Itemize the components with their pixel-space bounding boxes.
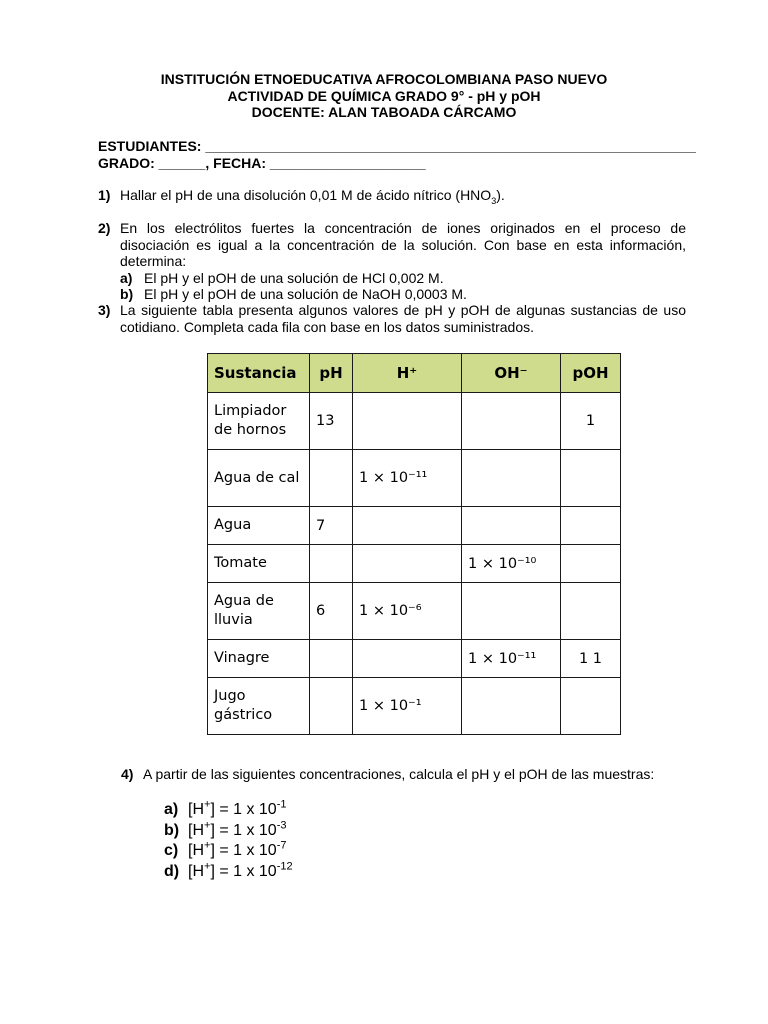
subquestion-text: El pH y el pOH de una solución de NaOH 0,0003 M. [144,286,467,302]
table-row [208,678,621,735]
question-text: En los electrólitos fuertes la concentración de iones originados en el proceso de disociación es igual a la concentración de la solución. Con base en esta información, determina: [120,220,686,269]
list-item [164,821,293,842]
oh-cell: 1 × 10⁻¹⁰ [462,545,561,583]
subquestion-a [120,269,686,287]
oh-cell [462,507,561,545]
item-label: b) [164,821,180,839]
ph-table [207,353,621,735]
column-header-ph: pH [310,354,353,393]
h-cell [353,507,462,545]
teacher-name: DOCENTE: ALAN TABOADA CÁRCAMO [251,104,517,120]
activity-title: ACTIVIDAD DE QUÍMICA GRADO 9° - pH y pOH [227,87,541,104]
poh-cell [561,507,621,545]
question-text-part: Hallar el pH de una disolución 0,01 M de ácido nítrico (HNO [120,187,492,203]
h-cell [353,640,462,678]
question-1 [98,187,686,204]
ph-cell: 13 [310,393,353,450]
oh-cell [462,393,561,450]
question-number: 3) [98,302,111,318]
substance-cell: Tomate [208,545,310,583]
column-header-oh: OH⁻ [462,354,561,393]
list-item [164,800,293,821]
substance-cell: Vinagre [208,640,310,678]
table-row [208,450,621,507]
poh-cell: 1 [561,393,621,450]
grade-date-field: GRADO: ______, FECHA: ____________________ [98,155,426,171]
poh-cell [561,545,621,583]
exponent: -1 [276,798,287,811]
document-header [0,71,768,121]
exponent: -12 [276,860,293,873]
subquestion-label: a) [120,269,133,286]
ph-cell [310,545,353,583]
item-text: ] = 1 x 10 [210,821,277,839]
subscript: 3 [491,195,497,206]
question-3 [98,302,686,335]
substance-cell: Agua de cal [208,450,310,507]
item-label: d) [164,862,180,880]
oh-cell: 1 × 10⁻¹¹ [462,640,561,678]
ph-cell [310,678,353,735]
column-header-substance: Sustancia [208,354,310,393]
table-row [208,393,621,450]
institution-title: INSTITUCIÓN ETNOEDUCATIVA AFROCOLOMBIANA PASO NUEVO [160,71,608,87]
item-text: ] = 1 x 10 [210,801,277,818]
table-row [208,583,621,640]
oh-cell [462,583,561,640]
substance-cell: Limpiador de hornos [208,393,310,450]
item-text: [H [188,842,204,859]
question-4 [121,766,681,783]
ph-cell [310,640,353,678]
superscript: + [204,860,211,873]
question-text: A partir de las siguientes concentraciones, calcula el pH y el pOH de las muestras: [143,766,655,782]
h-cell [353,393,462,450]
question-text [120,187,686,204]
list-item [164,862,293,883]
subquestion-label: b) [120,286,134,302]
superscript: + [204,819,211,832]
oh-cell [462,678,561,735]
subquestion-b [120,286,686,303]
h-cell [353,545,462,583]
item-label: c) [164,842,179,859]
exponent: -3 [276,819,287,832]
question-number: 1) [98,187,111,203]
ph-cell [310,450,353,507]
poh-cell [561,583,621,640]
item-text: ] = 1 x 10 [210,842,277,859]
h-cell: 1 × 10⁻¹¹ [353,450,462,507]
question-number: 2) [98,220,111,236]
subquestion-text: El pH y el pOH de una solución de HCl 0,002 M. [144,269,444,286]
item-text: ] = 1 x 10 [210,862,277,880]
oh-cell [462,450,561,507]
h-cell: 1 × 10⁻¹ [353,678,462,735]
table-row [208,507,621,545]
superscript: + [204,839,211,852]
question-text-part: ). [496,187,505,203]
question-text: La siguiente tabla presenta algunos valores de pH y pOH de algunas sustancias de uso cotidiano. Completa cada fila con base en los datos suministrados. [120,302,686,335]
table-header-row [208,354,621,393]
poh-cell [561,450,621,507]
table-row [208,640,621,678]
students-field: ESTUDIANTES: _______________________________________________________________ [98,138,696,154]
poh-cell [561,678,621,735]
substance-cell: Agua [208,507,310,545]
item-text: [H [188,801,204,818]
list-item [164,841,293,862]
poh-cell: 1 1 [561,640,621,678]
substance-cell: Agua de lluvia [208,583,310,640]
h-cell: 1 × 10⁻⁶ [353,583,462,640]
exponent: -7 [276,839,287,852]
concentration-list [164,800,293,882]
substance-cell: Jugo gástrico [208,678,310,735]
item-text: [H [188,821,204,839]
table-row [208,545,621,583]
item-label: a) [164,801,179,818]
column-header-poh: pOH [561,354,621,393]
ph-cell: 7 [310,507,353,545]
question-2 [98,220,686,303]
question-number: 4) [121,766,134,782]
ph-cell: 6 [310,583,353,640]
superscript: + [204,798,211,811]
item-text: [H [188,862,204,880]
column-header-h: H⁺ [353,354,462,393]
